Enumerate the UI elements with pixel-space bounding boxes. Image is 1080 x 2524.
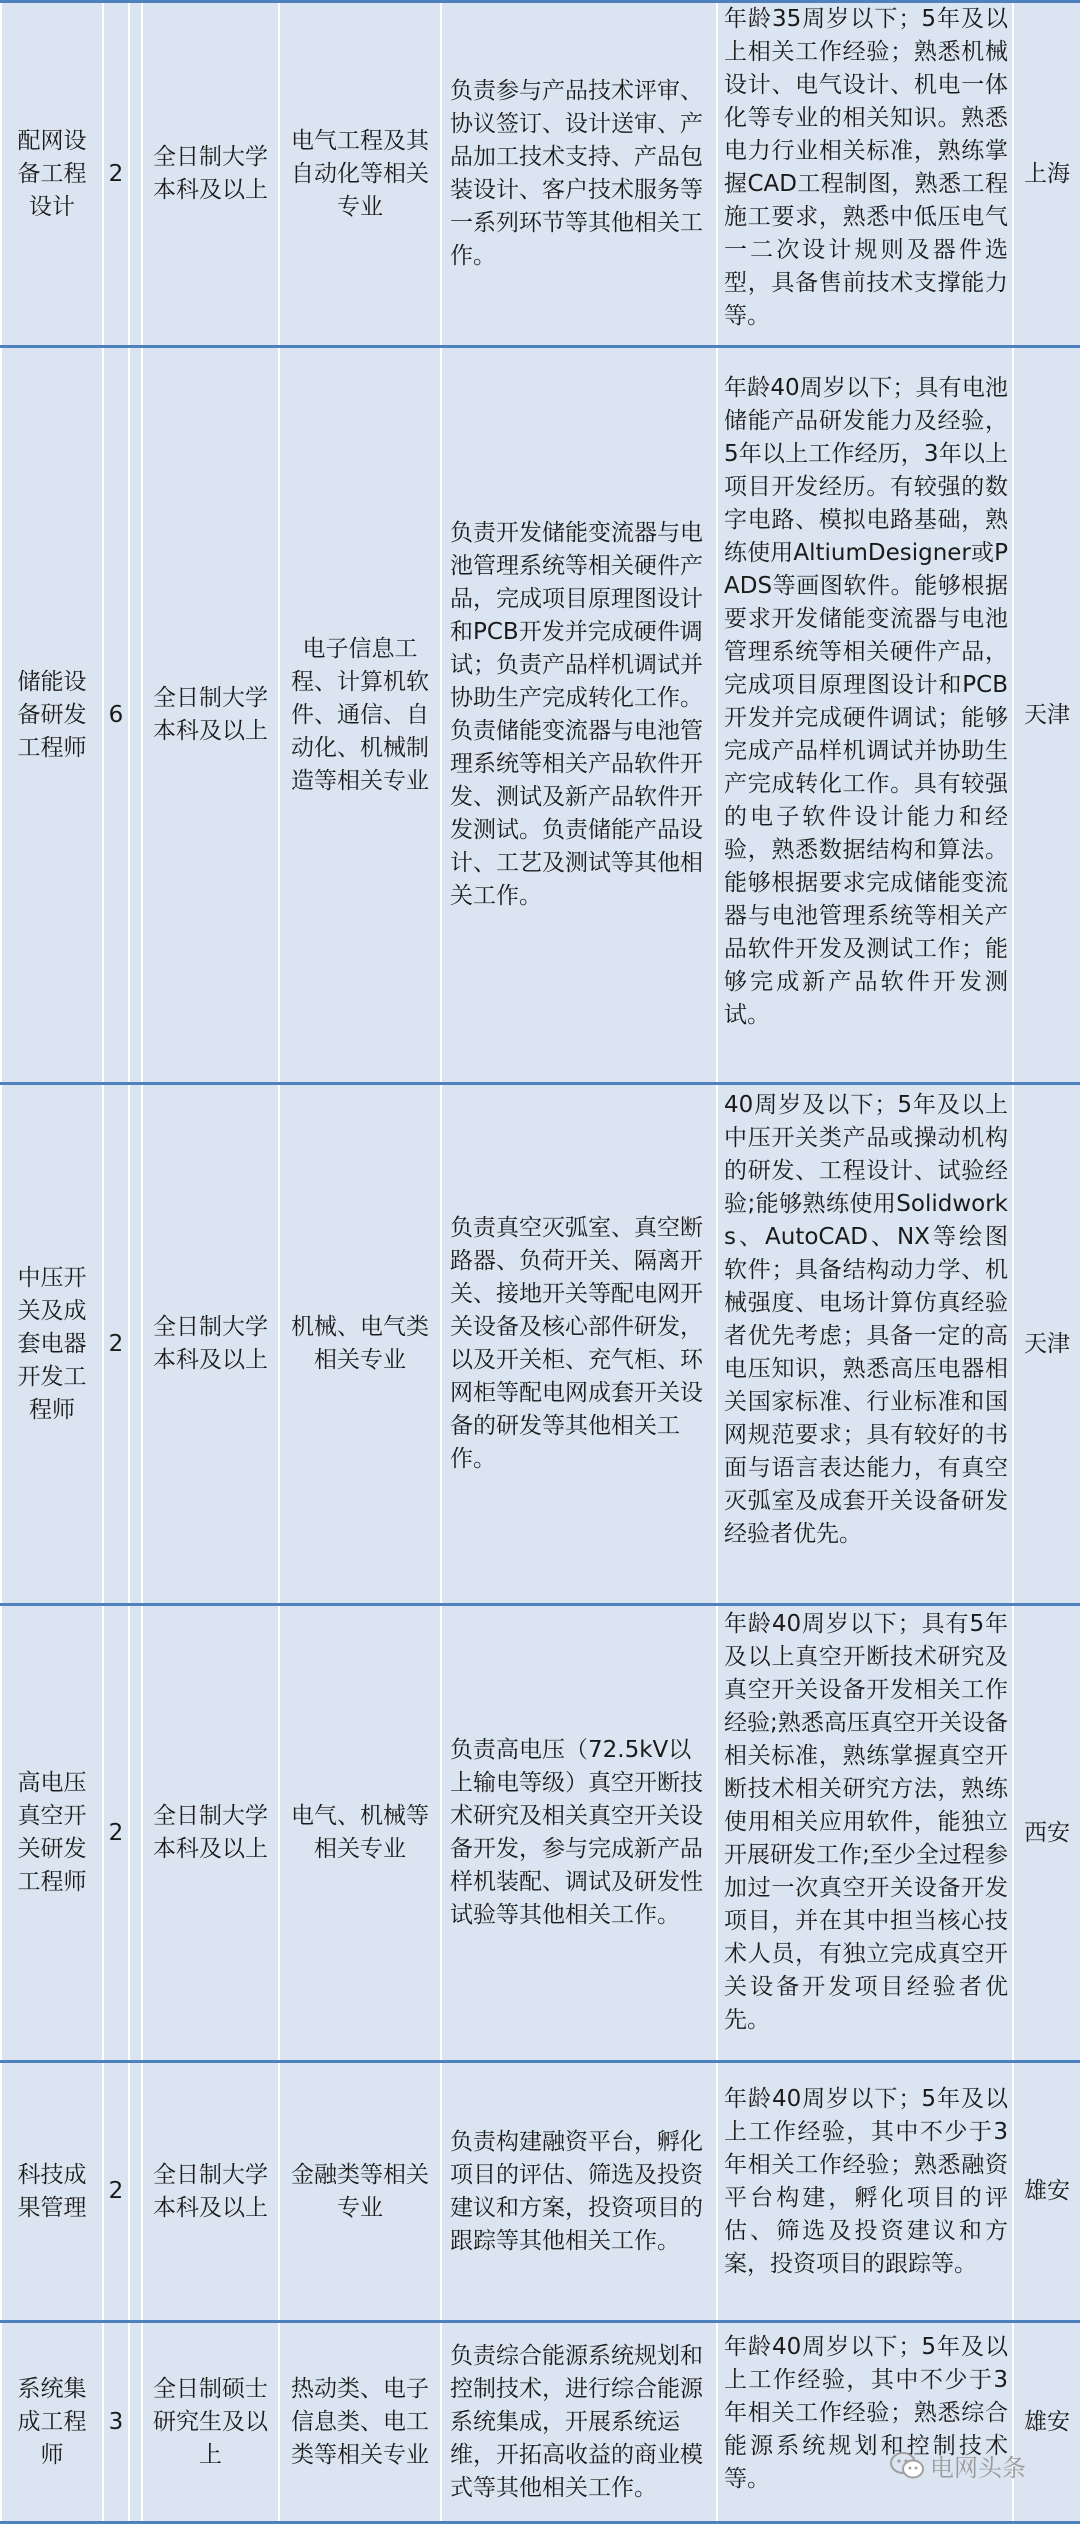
location: 天津	[1013, 1084, 1080, 1605]
headcount: 2	[103, 2062, 129, 2322]
job-title: 高电压真空开关研发工程师	[1, 1605, 103, 2062]
table-row	[1, 2062, 1080, 2322]
education: 全日制大学本科及以上	[142, 347, 279, 1084]
duties: 负责开发储能变流器与电池管理系统等相关硬件产品，完成项目原理图设计和PCB开发并完成硬件调试；负责产品样机调试并协助生产完成转化工作。负责储能变流器与电池管理系统等相关产品软件开发、测试及新产品软件开发测试。负责储能产品设计、工艺及测试等其他相关工作。	[441, 347, 717, 1084]
headcount: 6	[103, 347, 129, 1084]
empty-cell	[129, 347, 142, 1084]
requirements: 年龄40周岁以下；5年及以上工作经验，其中不少于3年相关工作经验；熟悉综合能源系统规划和控制技术等。	[717, 2322, 1013, 2523]
headcount: 2	[103, 1084, 129, 1605]
empty-cell	[129, 1084, 142, 1605]
job-title: 科技成果管理	[1, 2062, 103, 2322]
job-title: 系统集成工程师	[1, 2322, 103, 2523]
table-row	[1, 1605, 1080, 2062]
empty-cell	[129, 2, 142, 347]
major: 机械、电气类相关专业	[279, 1084, 441, 1605]
location: 上海	[1013, 2, 1080, 347]
job-title: 中压开关及成套电器开发工程师	[1, 1084, 103, 1605]
duties: 负责构建融资平台，孵化项目的评估、筛选及投资建议和方案，投资项目的跟踪等其他相关工作。	[441, 2062, 717, 2322]
major: 电气工程及其自动化等相关专业	[279, 2, 441, 347]
empty-cell	[129, 2062, 142, 2322]
requirements: 年龄40周岁以下；具有电池储能产品研发能力及经验，5年以上工作经历，3年以上项目开发经历。有较强的数字电路、模拟电路基础，熟练使用AltiumDesigner或PADS等画图软件。能够根据要求开发储能变流器与电池管理系统等相关硬件产品，完成项目原理图设计和PCB开发并完成硬件调试；能够完成产品样机调试并协助生产完成转化工作。具有较强的电子软件设计能力和经验，熟悉数据结构和算法。能够根据要求完成储能变流器与电池管理系统等相关产品软件开发及测试工作；能够完成新产品软件开发测试。	[717, 347, 1013, 1084]
location: 天津	[1013, 347, 1080, 1084]
job-title: 配网设备工程设计	[1, 2, 103, 347]
location: 雄安	[1013, 2062, 1080, 2322]
requirements: 年龄40周岁以下；具有5年及以上真空开断技术研究及真空开关设备开发相关工作经验;熟悉高压真空开关设备相关标准，熟练掌握真空开断技术相关研究方法，熟练使用相关应用软件，能独立开展研发工作;至少全过程参加过一次真空开关设备开发项目，并在其中担当核心技术人员，有独立完成真空开关设备开发项目经验者优先。	[717, 1605, 1013, 2062]
empty-cell	[129, 2322, 142, 2523]
duties: 负责高电压（72.5kV以上输电等级）真空开断技术研究及相关真空开关设备开发，参与完成新产品样机装配、调试及研发性试验等其他相关工作。	[441, 1605, 717, 2062]
job-title: 储能设备研发工程师	[1, 347, 103, 1084]
requirements: 40周岁及以下；5年及以上中压开关类产品或操动机构的研发、工程设计、试验经验;能够熟练使用Solidworks、AutoCAD、NX等绘图软件；具备结构动力学、机械强度、电场计算仿真经验者优先考虑；具备一定的高电压知识，熟悉高压电器相关国家标准、行业标准和国网规范要求；具有较好的书面与语言表达能力，有真空灭弧室及成套开关设备研发经验者优先。	[717, 1084, 1013, 1605]
headcount: 2	[103, 2, 129, 347]
major: 金融类等相关专业	[279, 2062, 441, 2322]
duties: 负责真空灭弧室、真空断路器、负荷开关、隔离开关、接地开关等配电网开关设备及核心部件研发，以及开关柜、充气柜、环网柜等配电网成套开关设备的研发等其他相关工作。	[441, 1084, 717, 1605]
headcount: 2	[103, 1605, 129, 2062]
table-row	[1, 1084, 1080, 1605]
major: 热动类、电子信息类、电工类等相关专业	[279, 2322, 441, 2523]
empty-cell	[129, 1605, 142, 2062]
duties: 负责综合能源系统规划和控制技术，进行综合能源系统集成，开展系统运维，开拓高收益的商业模式等其他相关工作。	[441, 2322, 717, 2523]
watermark	[890, 2448, 1026, 2483]
education: 全日制大学本科及以上	[142, 2062, 279, 2322]
education: 全日制硕士研究生及以上	[142, 2322, 279, 2523]
major: 电子信息工程、计算机软件、通信、自动化、机械制造等相关专业	[279, 347, 441, 1084]
requirements: 年龄35周岁以下；5年及以上相关工作经验；熟悉机械设计、电气设计、机电一体化等专业的相关知识。熟悉电力行业相关标准，熟练掌握CAD工程制图，熟悉工程施工要求，熟悉中低压电气一二次设计规则及器件选型，具备售前技术支撑能力等。	[717, 2, 1013, 347]
location: 雄安	[1013, 2322, 1080, 2523]
watermark-text: 电网头条	[930, 2454, 1026, 2482]
education: 全日制大学本科及以上	[142, 2, 279, 347]
table-row	[1, 2322, 1080, 2523]
table-row	[1, 347, 1080, 1084]
location: 西安	[1013, 1605, 1080, 2062]
major: 电气、机械等相关专业	[279, 1605, 441, 2062]
duties: 负责参与产品技术评审、协议签订、设计送审、产品加工技术支持、产品包装设计、客户技术服务等一系列环节等其他相关工作。	[441, 2, 717, 347]
table-row	[1, 2, 1080, 347]
requirements: 年龄40周岁以下；5年及以上工作经验，其中不少于3年相关工作经验；熟悉融资平台构建，孵化项目的评估、筛选及投资建议和方案，投资项目的跟踪等。	[717, 2062, 1013, 2322]
wechat-icon	[890, 2452, 924, 2480]
education: 全日制大学本科及以上	[142, 1084, 279, 1605]
headcount: 3	[103, 2322, 129, 2523]
education: 全日制大学本科及以上	[142, 1605, 279, 2062]
